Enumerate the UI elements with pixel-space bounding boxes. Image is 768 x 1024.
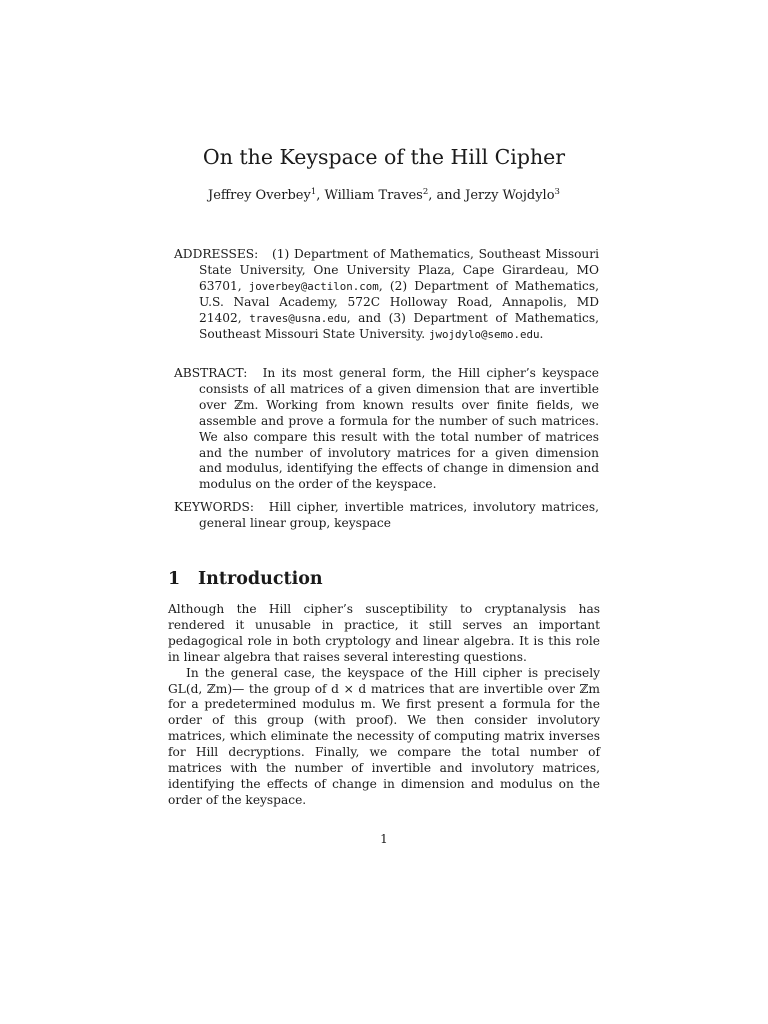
address-text: (1) Department of Mathematics, Southeast Missouri State University, One University Plaza, Cape Girardeau, MO 63701, [199,247,600,293]
paper-title: On the Keyspace of the Hill Cipher [202,145,566,169]
affiliation-mark: 2 [422,187,429,197]
address-text: . [539,326,544,341]
email-link[interactable]: jwojdylo@semo.edu [428,327,540,341]
section-number: 1 [168,569,181,589]
author-list [0,187,768,206]
affiliation-mark: 3 [554,187,560,197]
author-name: William Traves [324,188,423,203]
page-number: 1 [380,832,388,846]
author-separator: , and [428,188,466,203]
body-paragraph: In the general case, the keyspace of the Hill cipher is precisely GL(d, ℤm)— the group of d × d matrices that are invertible over ℤm for a predetermined modulus m. We first present a formula for the order of this group (with proof). We then consider involutory matrices, which eliminate the necessity of computing matrix inverses for Hill decryptions. Finally, we compare the total number of matrices with the number of invertible and involutory matrices, identifying the effects of change in dimension and modulus on the order of the keyspace. [168,665,600,807]
body-paragraph: Although the Hill cipher’s susceptibility to cryptanalysis has rendered it unusable in practice, it still serves an important pedagogical role in both cryptology and linear algebra. It is this role in linear algebra that raises several interesting questions. [168,602,600,664]
keywords-text: Hill cipher, invertible matrices, involutory matrices, general linear group, keyspace [199,500,599,530]
addresses-label: ADDRESSES: [174,247,259,261]
address-text: , (2) Department of Mathematics, U.S. Naval Academy, 572C Holloway Road, Annapolis, MD 21402, [199,278,599,325]
author-name: Jeffrey Overbey [208,188,311,203]
address-text: , and (3) Department of Mathematics, Southeast Missouri State University. [199,310,600,341]
section-title: Introduction [198,569,323,589]
addresses-block [174,247,599,342]
email-link[interactable]: traves@usna.edu [249,311,347,325]
author-name: Jerzy Wojdylo [465,188,555,203]
abstract-label: ABSTRACT: [174,366,248,380]
abstract-text: In its most general form, the Hill cipher’s keyspace consists of all matrices of a given dimension that are invertible over ℤm. Working from known results over finite fields, we assemble and prove a formula for the number of such matrices. We also compare this result with the total number of matrices and the number of involutory matrices for a given dimension and modulus, identifying the effects of change in dimension and modulus on the order of the keyspace. [199,366,600,492]
keywords-block [174,500,599,532]
section-heading [168,568,323,590]
author-separator: , [316,188,325,203]
keywords-label: KEYWORDS: [174,500,254,514]
affiliation-mark: 1 [310,187,317,197]
section-body [168,602,600,809]
email-link[interactable]: joverbey@actilon.com [248,279,379,293]
abstract-block [174,366,599,493]
